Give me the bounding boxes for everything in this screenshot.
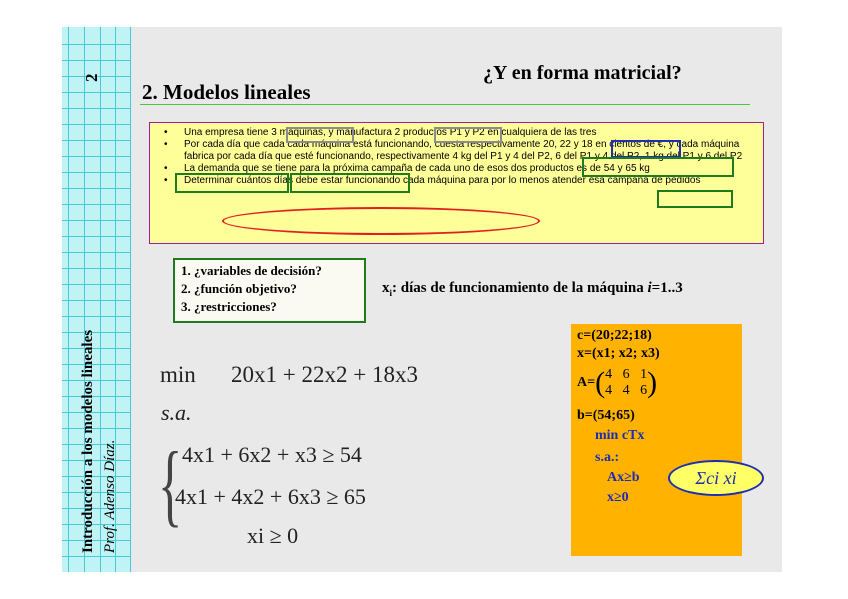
constraint-2: 4x1 + 4x2 + 6x3 ≥ 65 [175, 484, 366, 509]
matrix-constraint-1: Ax≥b [607, 470, 640, 485]
highlight-box [434, 127, 502, 143]
question-item: 3. ¿restricciones? [181, 299, 277, 314]
matrix-a [577, 366, 736, 400]
matrix-cell: 1 [640, 367, 648, 382]
highlight-box [611, 140, 681, 158]
grid-line [62, 284, 130, 285]
constraint-1: 4x1 + 6x2 + x3 ≥ 54 [182, 442, 362, 467]
highlight-box [290, 173, 410, 193]
grid-line [130, 27, 131, 572]
vector-b: b=(54;65) [577, 408, 635, 423]
problem-bullet: • Una empresa tiene 3 máquinas, y manufactura 2 productos P1 y P2 en cualquiera de las tres [164, 127, 763, 139]
author-name: Prof. Adenso Díaz. [102, 439, 118, 553]
matrix-cell: 4 [605, 367, 613, 382]
matrix-paren-right: ) [647, 366, 658, 399]
matrix-cell: 4 [605, 383, 613, 398]
grid-line [62, 220, 130, 221]
variable-definition [382, 280, 683, 298]
constraint-brace: { [158, 433, 183, 535]
matrix-a-label: A= [577, 375, 596, 390]
highlight-box [286, 127, 354, 143]
grid-line [62, 236, 130, 237]
vector-c: c=(20;22;18) [577, 328, 652, 343]
objective-label: min [160, 362, 196, 387]
grid-line [62, 556, 130, 557]
highlight-box [175, 173, 289, 193]
problem-bullet: • Por cada día que cada cada máquina está funcionando, cuesta respectivamente 20, 22 y 18 en cientos de €, y cada máquina fabrica por cada día que esté funcionando, respectivamente 4 kg del P1 y 4 del P2, 6 del P1 y 4 del P2, 1 kg del P1 y 6 del P2 [164, 139, 763, 163]
question-item: 2. ¿función objetivo? [181, 281, 297, 296]
problem-bullet: • Determinar cuántos días debe estar funcionando cada máquina para por lo menos atender esa campaña de pedidos [164, 175, 763, 187]
matrix-form-panel [571, 324, 742, 556]
grid-line [62, 140, 130, 141]
matrix-row [605, 383, 647, 399]
matrix-cell: 6 [622, 367, 630, 382]
highlight-box [582, 157, 734, 177]
matrix-cell: 6 [640, 383, 648, 398]
matrix-row [605, 367, 647, 383]
grid-line [62, 188, 130, 189]
grid-line [62, 316, 130, 317]
highlight-box [657, 190, 733, 208]
vector-x: x=(x1; x2; x3) [577, 346, 660, 361]
grid-line [62, 60, 130, 61]
matrix-paren-left: ( [595, 366, 606, 399]
variable-range: =1..3 [651, 280, 683, 296]
matrix-st-label: s.a.: [595, 450, 620, 465]
sum-callout: Σci xi [668, 460, 764, 496]
question-item: 1. ¿variables de decisión? [181, 263, 322, 278]
variable-text: : días de funcionamiento de la máquina [392, 280, 648, 296]
variable-subscript: i [389, 288, 393, 298]
grid-line [62, 124, 130, 125]
grid-line [62, 172, 130, 173]
matrix-objective: min cTx [595, 428, 645, 443]
slide-number: 2 [82, 73, 101, 82]
objective-function: 20x1 + 22x2 + 18x3 [231, 362, 418, 387]
matrix-cell: 4 [622, 383, 630, 398]
course-title: Introducción a los modelos lineales [80, 329, 96, 553]
slide-question: ¿Y en forma matricial? [483, 62, 682, 84]
variable-symbol: x [382, 280, 390, 296]
grid-line [62, 252, 130, 253]
variable-index: i [647, 280, 652, 296]
problem-bullet: • La demanda que se tiene para la próxima campaña de cada uno de esos dos productos es de 54 y 65 kg [164, 163, 763, 175]
questions-box [173, 258, 366, 323]
grid-line [62, 44, 130, 45]
constraint-3: xi ≥ 0 [247, 523, 299, 548]
grid-line [62, 204, 130, 205]
grid-line [62, 156, 130, 157]
matrix-constraint-2: x≥0 [607, 490, 629, 505]
subject-to-label: s.a. [161, 400, 192, 425]
grid-line [62, 108, 130, 109]
highlight-oval [222, 207, 540, 235]
grid-line [62, 268, 130, 269]
grid-line [62, 92, 130, 93]
grid-line [62, 300, 130, 301]
section-heading: 2. Modelos lineales [142, 80, 311, 104]
heading-underline [140, 104, 750, 105]
matrix-values [605, 367, 647, 399]
